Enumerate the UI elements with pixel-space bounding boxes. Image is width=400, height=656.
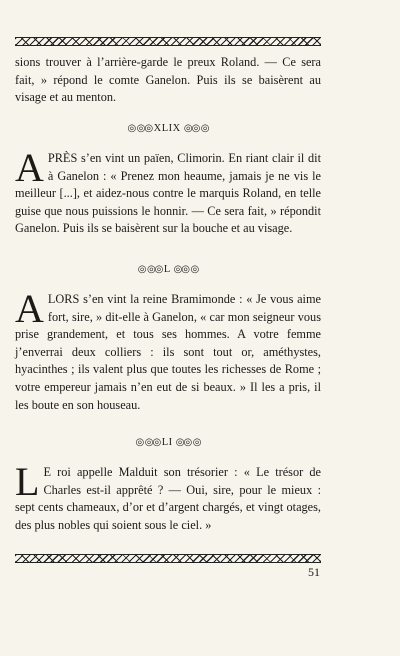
dropcap: A bbox=[15, 145, 44, 190]
dropcap: L bbox=[15, 459, 40, 504]
heading-numeral: LI bbox=[161, 437, 173, 448]
section-heading-li bbox=[15, 437, 321, 448]
paragraph-text: LORS s’en vint la reine Bramimonde : « Je vous aime fort, sire, » dit-elle à Ganelon, « car mon seigneur vous prise grandement, et tous ses hommes. A votre femme j’enverrai deux colliers : ils sont tout or, améthystes, hyacinthes ; ils valent plus que toutes les richesses de Rome ; votre empereur jamais n’en eut de si beaux. » Il les a pris, il les boute en son houseau. bbox=[15, 292, 321, 412]
ornament-left: ◎ ◎◎ bbox=[137, 264, 164, 275]
intro-paragraph: sions trouver à l’arrière-garde le preux Roland. — Ce sera fait, » répond le comte Ganelon. Puis ils se baisèrent au visage et au menton. bbox=[15, 55, 321, 105]
heading-numeral: XLIX bbox=[153, 123, 181, 134]
section-heading-l bbox=[15, 264, 321, 275]
paragraph-l bbox=[15, 286, 321, 414]
paragraph-li bbox=[15, 459, 321, 534]
page-number: 51 bbox=[308, 565, 320, 579]
paragraph-xlix bbox=[15, 145, 321, 238]
bottom-decorative-border bbox=[15, 554, 321, 563]
ornament-left: ◎ ◎◎ bbox=[127, 123, 154, 134]
ornament-left: ◎ ◎◎ bbox=[135, 437, 162, 448]
section-heading-xlix bbox=[15, 123, 321, 134]
paragraph-text: PRÈS s’en vint un païen, Climorin. En riant clair il dit à Ganelon : « Prenez mon heaume, jamais je ne vis le meilleur [...], et aidez-nous contre le marquis Roland, en telle guise que nous puissions le honnir. — Ce sera fait, » répondit Ganelon. Puis ils se baisèrent sur la bouche et au visage. bbox=[15, 151, 321, 236]
paragraph-text: E roi appelle Malduit son trésorier : « Le trésor de Charles est-il apprêté ? — Oui, sire, pour le mieux : sept cents chameaux, d’or et d’argent chargés, et vingt otages, des plus nobles qui soient sous le ciel. » bbox=[15, 465, 321, 532]
ornament-right: ◎◎ ◎ bbox=[173, 264, 199, 275]
ornament-right: ◎◎ ◎ bbox=[183, 123, 209, 134]
dropcap: A bbox=[15, 286, 44, 331]
heading-numeral: L bbox=[163, 264, 171, 275]
ornament-right: ◎◎ ◎ bbox=[175, 437, 201, 448]
top-decorative-border bbox=[15, 37, 321, 46]
